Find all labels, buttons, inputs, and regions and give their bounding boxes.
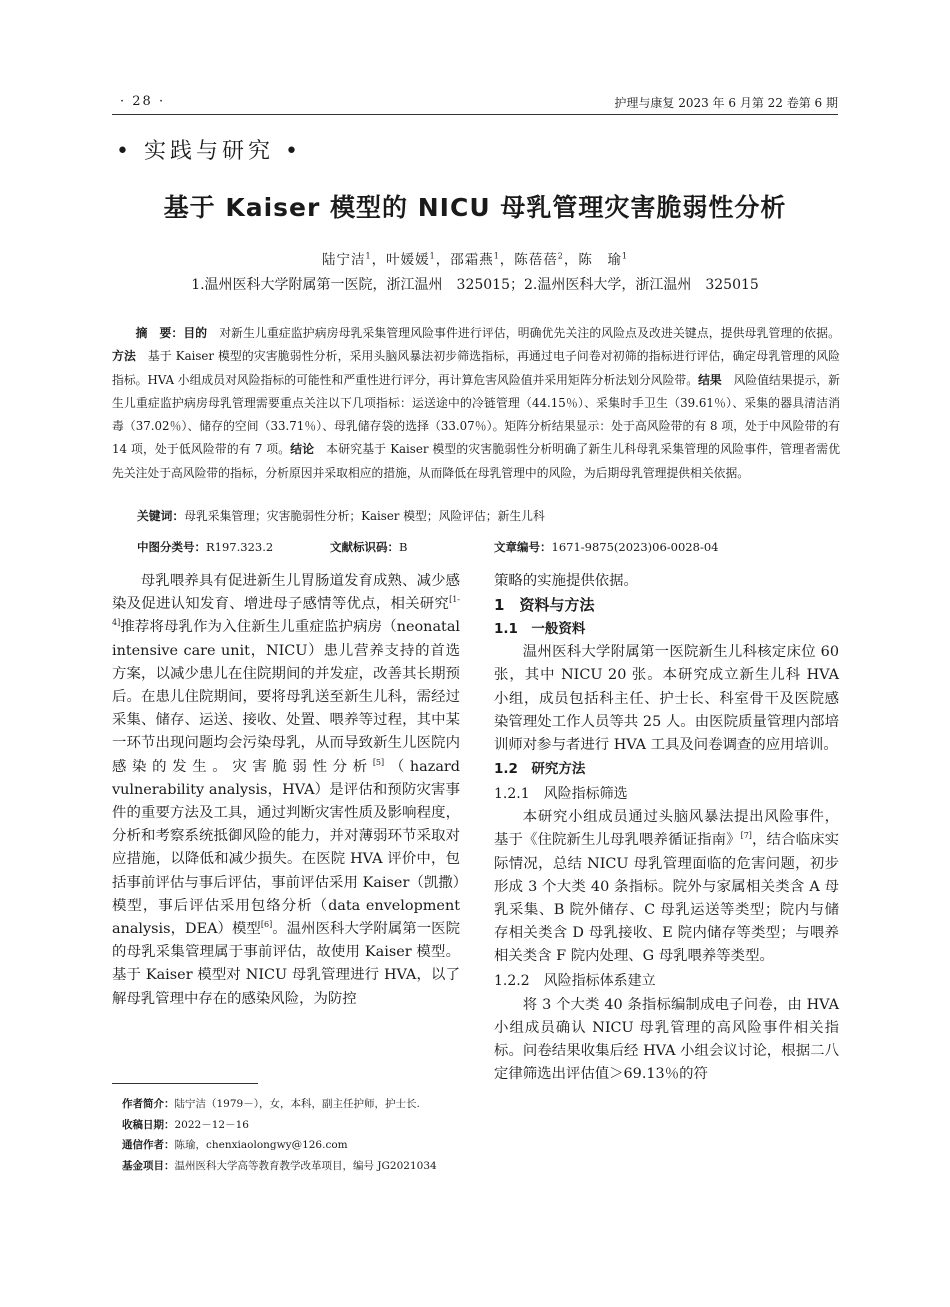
keywords-label: 关键词：	[137, 509, 185, 523]
author-affiliation-mark: 1	[493, 251, 500, 261]
author-affiliation-mark: 1	[429, 251, 436, 261]
footnote-text: 温州医科大学高等教育教学改革项目，编号 JG2021034	[174, 1159, 437, 1172]
author-name: 陈蓓蓓	[514, 252, 558, 268]
citation: [1-4]	[112, 595, 460, 628]
heading-1-2: 1.2 研究方法	[494, 761, 586, 778]
author-affiliation-mark: 1	[621, 251, 628, 261]
continued-text: 策略的实施提供依据。	[494, 573, 638, 589]
footnote-label: 基金项目：	[122, 1159, 175, 1172]
paragraph-general-info: 温州医科大学附属第一医院新生儿科核定床位 60 张，其中 NICU 20 张。本研究成立新生儿科 HVA 小组，成员包括科主任、护士长、科室骨干及医院感染管理处工作人员等共 25 人。由医院质量管理内部培训师对参与者进行 HVA 工具及问卷调查的应用培训。	[494, 644, 839, 754]
objective-label: 目的	[183, 326, 208, 340]
clc-value: R197.323.2	[206, 540, 274, 554]
heading-1: 1 资料与方法	[494, 596, 595, 615]
footnote-author-bio	[122, 1094, 462, 1115]
author-name: 陈 瑜	[578, 252, 622, 268]
heading-1-2-2: 1.2.2 风险指标体系建立	[494, 972, 656, 989]
page-number: · 28 ·	[120, 94, 166, 109]
keywords	[137, 507, 837, 524]
clc-number	[137, 539, 273, 555]
author-affiliation-mark: 2	[557, 251, 564, 261]
footnote-text: 2022－12－16	[174, 1118, 249, 1131]
abstract	[112, 322, 840, 485]
author-name: 叶媛媛	[386, 252, 430, 268]
footnote-rule	[112, 1083, 258, 1084]
author-name: 陆宁洁	[322, 252, 366, 268]
body-text: 推荐将母乳作为入住新生儿重症监护病房（neonatal intensive care unit，NICU）患儿营养支持的首选方案，以减少患儿在住院期间的并发症，改善其长期预后。在患儿住院期间，要将母乳送至新生儿科，需经过采集、储存、运送、接收、处置、喂养等过程，其中某一环节出现问题均会污染母乳，从而导致新生儿医院内感染的发生。灾害脆弱性分析	[112, 619, 460, 775]
author-list: 陆宁洁$^1$，叶媛媛$^1$，邵霜燕$^1$，陈蓓蓓$^2$，陈 瑜$^1$	[322, 251, 628, 268]
body-text: （hazard vulnerability analysis，HVA）是评估和预防灾害事件的重要方法及工具，通过判断灾害性质及影响程度，分析和考察系统抵御风险的能力，并对薄弱环节采取对应措施，以降低和减少损失。在医院 HVA 评价中，包括事前评估与事后评估，事前评估采用 Kaiser（凯撒）模型，事后评估采用包络分析（data envelopment analysis，DEA）模型	[112, 758, 460, 938]
author-affiliation-mark: 1	[365, 251, 372, 261]
citation: [7]	[740, 831, 752, 841]
right-column	[494, 570, 839, 1086]
document-code	[330, 539, 407, 555]
intro-paragraph	[112, 570, 460, 1011]
clc-label: 中图分类号：	[137, 540, 206, 554]
doc-code-value: B	[399, 540, 408, 554]
abstract-conclusion: 本研究基于 Kaiser 模型的灾害脆弱性分析明确了新生儿科母乳采集管理的风险事件，管理者需优先关注处于高风险带的指标，分析原因并采取相应的措施，从而降低在母乳管理中的风险，为后期母乳管理提供相关依据。	[112, 442, 840, 480]
header-rule	[112, 114, 838, 115]
citation: [6]	[260, 920, 273, 930]
results-label: 结果	[698, 372, 722, 387]
footnote-corresponding-author	[122, 1135, 462, 1156]
citation: [5]	[372, 757, 385, 767]
footnote-text: 陈瑜，chenxiaolongwy@126.com	[174, 1139, 348, 1151]
left-column	[112, 570, 460, 1011]
section-label: • 实践与研究 •	[116, 139, 302, 164]
author-name: 邵霜燕	[450, 252, 494, 268]
footnote-label: 作者简介：	[122, 1098, 175, 1110]
footnote-label: 收稿日期：	[122, 1118, 175, 1131]
footnote-funding	[122, 1156, 462, 1177]
paragraph-indicator-screening	[494, 806, 839, 968]
methods-label: 方法	[112, 349, 136, 364]
footnote-label: 通信作者：	[122, 1139, 175, 1151]
journal-header: 护理与康复 2023 年 6 月第 22 卷第 6 期	[614, 96, 838, 110]
paragraph-indicator-system: 将 3 个大类 40 条指标编制成电子问卷，由 HVA 小组成员确认 NICU 母乳管理的高风险事件相关指标。问卷结果收集后经 HVA 小组会议讨论，根据二八定律筛选出评估值＞69.13％的符	[494, 996, 839, 1083]
footnote-received-date	[122, 1115, 462, 1136]
body-text: 母乳喂养具有促进新生儿胃肠道发育成熟、减少感染及促进认知发育、增进母子感情等优点，相关研究	[112, 573, 460, 613]
body-text: 本研究小组成员通过头脑风暴法提出风险事件，基于《住院新生儿母乳喂养循证指南》	[494, 809, 839, 849]
heading-1-2-1: 1.2.1 风险指标筛选	[494, 786, 628, 803]
article-number-value: 1671-9875(2023)06-0028-04	[551, 540, 719, 554]
article-number	[494, 539, 718, 555]
conclusion-label: 结论	[290, 442, 315, 457]
doc-code-label: 文献标识码：	[330, 540, 399, 554]
footnotes	[122, 1094, 462, 1176]
abstract-objective: 对新生儿重症监护病房母乳采集管理风险事件进行评估，明确优先关注的风险点及改进关键点，提供母乳管理的依据。	[219, 326, 840, 340]
paper-title: 基于 Kaiser 模型的 NICU 母乳管理灾害脆弱性分析	[163, 193, 787, 222]
body-text: ，结合临床实际情况，总结 NICU 母乳管理面临的危害问题，初步形成 3 个大类 40 条指标。院外与家属相关类含 A 母乳采集、B 院外储存、C 母乳运送等类型；院内与储存相关类含 D 母乳接收、E 院内储存等类型；与喂养相关类含 F 院内处理、G 母乳喂养等类型。	[494, 832, 839, 965]
abstract-results: 风险值结果提示，新生儿重症监护病房母乳管理需要重点关注以下几项指标：运送途中的冷链管理（44.15％）、采集时手卫生（39.61％）、采集的器具清洁消毒（37.02％）、储存的空间（33.71％）、母乳储存袋的选择（33.07％）。矩阵分析结果显示：处于高风险带的有 8 项，处于中风险带的有 14 项，处于低风险带的有 7 项。	[112, 372, 840, 457]
affiliations: 1.温州医科大学附属第一医院，浙江温州 325015；2.温州医科大学，浙江温州 325015	[191, 277, 759, 293]
article-number-label: 文章编号：	[494, 540, 552, 554]
keywords-text: 母乳采集管理；灾害脆弱性分析；Kaiser 模型；风险评估；新生儿科	[184, 509, 545, 523]
abstract-label: 摘 要：	[135, 326, 184, 340]
body-text: 。温州医科大学附属第一医院的母乳采集管理属于事前评估，故使用 Kaiser 模型。基于 Kaiser 模型对 NICU 母乳管理进行 HVA，以了解母乳管理中存在的感染风险，为防控	[112, 921, 460, 1007]
heading-1-1: 1.1 一般资料	[494, 621, 586, 638]
footnote-text: 陆宁洁（1979－），女，本科，副主任护师，护士长.	[174, 1098, 420, 1110]
abstract-methods: 基于 Kaiser 模型的灾害脆弱性分析，采用头脑风暴法初步筛选指标，再通过电子问卷对初筛的指标进行评估，确定母乳管理的风险指标。HVA 小组成员对风险指标的可能性和严重性进行评分，再计算危害风险值并采用矩阵分析法划分风险带。	[112, 349, 840, 387]
